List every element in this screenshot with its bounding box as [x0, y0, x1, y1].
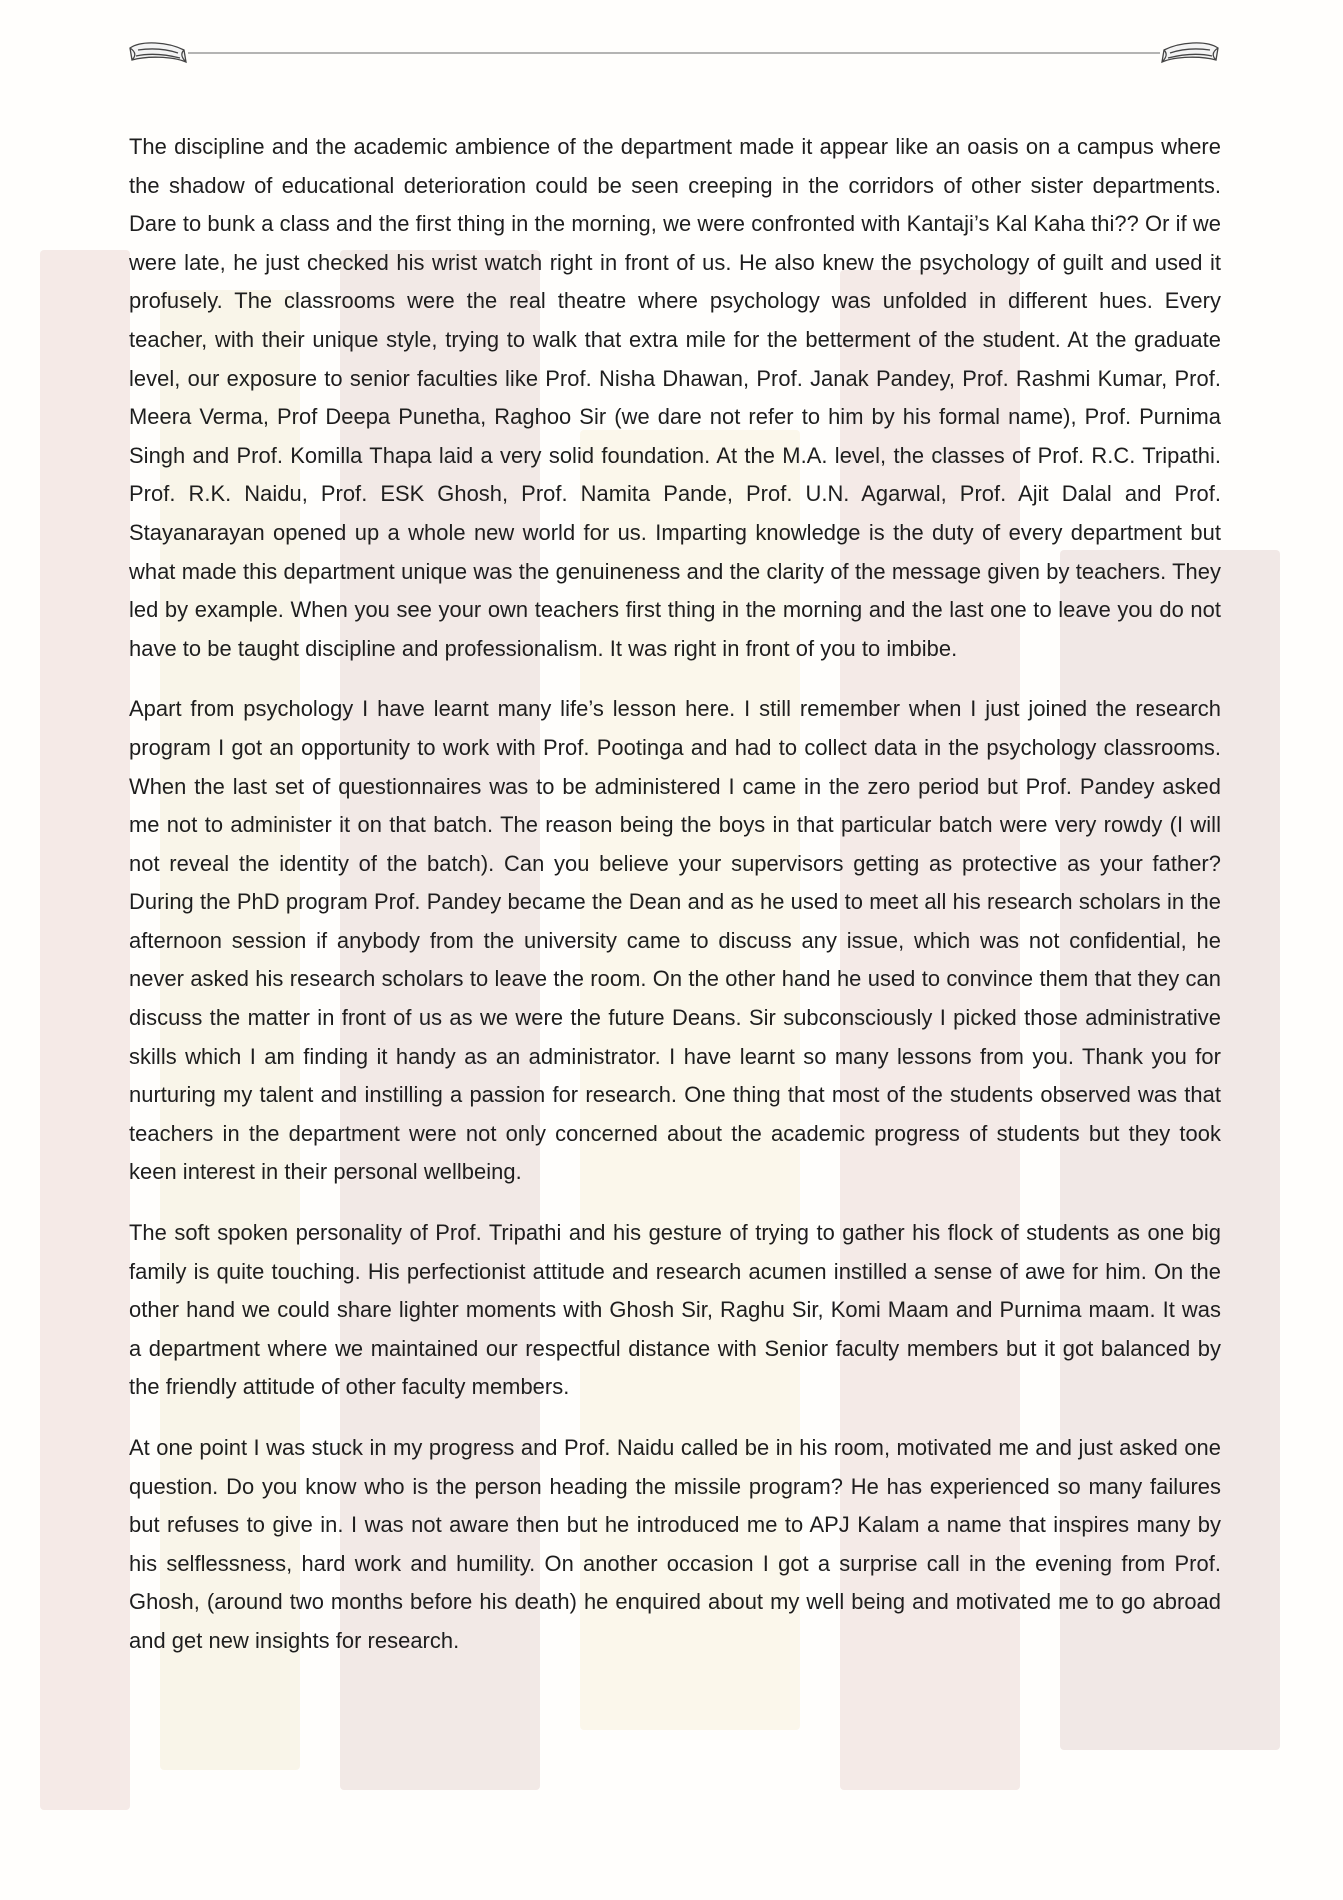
watermark-block: [40, 250, 130, 1810]
header-ornament: [128, 36, 1220, 66]
paragraph-2: Apart from psychology I have learnt many life’s lesson here. I still remember when I just joined the research program I got an opportunity to work with Prof. Pootinga and had to collect data in the psychology classrooms. When the last set of questionnaires was to be administered I came in the zero period but Prof. Pandey asked me not to administer it on that batch. The reason being the boys in that particular batch were very rowdy (I will not reveal the identity of the batch). Can you believe your supervisors getting as protective as your father? During the PhD program Prof. Pandey became the Dean and as he used to meet all his research scholars in the afternoon session if anybody from the university came to discuss any issue, which was not confidential, he never asked his research scholars to leave the room. On the other hand he used to convince them that they can discuss the matter in front of us as we were the future Deans. Sir subconsciously I picked those administrative skills which I am finding it handy as an administrator. I have learnt so many lessons from you. Thank you for nurturing my talent and instilling a passion for research. One thing that most of the students observed was that teachers in the department were not only concerned about the academic progress of students but they took keen interest in their personal wellbeing.: [129, 696, 1221, 1185]
scroll-flourish-right-icon: [1162, 43, 1218, 62]
body-text: [129, 128, 1221, 1683]
paragraph-4: At one point I was stuck in my progress and Prof. Naidu called be in his room, motivated me and just asked one question. Do you know who is the person heading the missile program? He has experienced so many failures but refuses to give in. I was not aware then but he introduced me to APJ Kalam a name that inspires many by his selflessness, hard work and humility. On another occasion I got a surprise call in the evening from Prof. Ghosh, (around two months before his death) he enquired about my well being and motivated me to go abroad and get new insights for research.: [129, 1435, 1221, 1653]
paragraph-3: The soft spoken personality of Prof. Tripathi and his gesture of trying to gather his flock of students as one big family is quite touching. His perfectionist attitude and research acumen instilled a sense of awe for him. On the other hand we could share lighter moments with Ghosh Sir, Raghu Sir, Komi Maam and Purnima maam. It was a department where we maintained our respectful distance with Senior faculty members but it got balanced by the friendly attitude of other faculty members.: [129, 1220, 1221, 1400]
scroll-flourish-left-icon: [130, 43, 186, 62]
paragraph-1: The discipline and the academic ambience of the department made it appear like an oasis on a campus where the shadow of educational deterioration could be seen creeping in the corridors of other sister departments. Dare to bunk a class and the first thing in the morning, we were confronted with Kantaji’s Kal Kaha thi?? Or if we were late, he just checked his wrist watch right in front of us. He also knew the psychology of guilt and used it profusely. The classrooms were the real theatre where psychology was unfolded in different hues. Every teacher, with their unique style, trying to walk that extra mile for the betterment of the student. At the graduate level, our exposure to senior faculties like Prof. Nisha Dhawan, Prof. Janak Pandey, Prof. Rashmi Kumar, Prof. Meera Verma, Prof Deepa Punetha, Raghoo Sir (we dare not refer to him by his formal name), Prof. Purnima Singh and Prof. Komilla Thapa laid a very solid foundation. At the M.A. level, the classes of Prof. R.C. Tripathi. Prof. R.K. Naidu, Prof. ESK Ghosh, Prof. Namita Pande, Prof. U.N. Agarwal, Prof. Ajit Dalal and Prof. Stayanarayan opened up a whole new world for us. Imparting knowledge is the duty of every department but what made this department unique was the genuineness and the clarity of the message given by teachers. They led by example. When you see your own teachers first thing in the morning and the last one to leave you do not have to be taught discipline and professionalism. It was right in front of you to imbibe.: [129, 134, 1221, 661]
